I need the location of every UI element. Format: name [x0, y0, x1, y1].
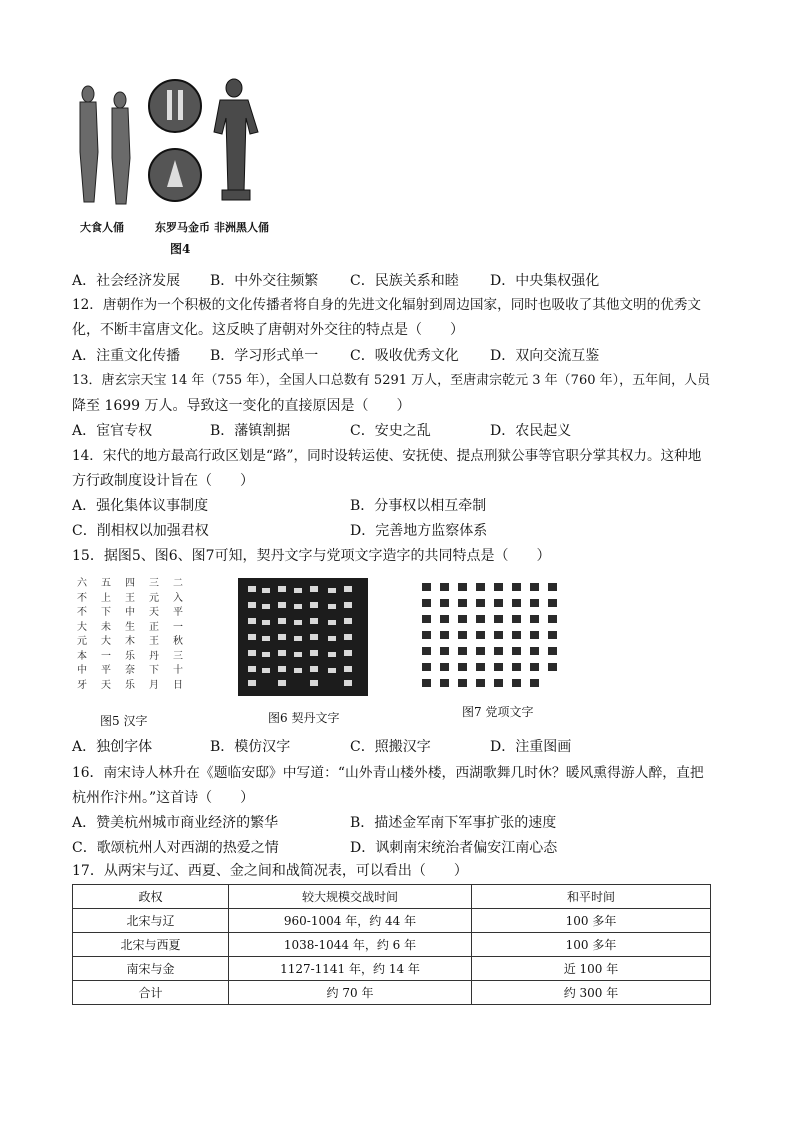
hanzi-char: 生	[125, 621, 135, 633]
tangut-script-image	[416, 577, 564, 695]
table-cell: 约 70 年	[229, 981, 472, 1005]
q16-option-d: D．讽刺南宋统治者偏安江南心态	[350, 840, 558, 856]
hanzi-char: 木	[125, 636, 135, 647]
table-cell: 1038-1044 年，约 6 年	[229, 933, 472, 957]
q15-stem-line1: 15．据图5、图6、图7可知，契丹文字与党项文字造字的共同特点是（ ）	[72, 548, 551, 564]
figure-6-khitan	[238, 578, 368, 696]
q13-stem-line2: 降至 1699 万人。导致这一变化的直接原因是（ ）	[72, 398, 411, 414]
hanzi-char: 一	[101, 650, 111, 662]
hanzi-char: 乐	[125, 679, 135, 691]
q13-option-a: A．宦官专权	[72, 423, 153, 439]
hanzi-char: 不	[77, 607, 87, 618]
q15-option-a: A．独创字体	[72, 739, 153, 755]
q14-option-a: A．强化集体议事制度	[72, 498, 209, 514]
q16-stem-line2: 杭州作汴州。”这首诗（ ）	[72, 790, 255, 806]
hanzi-char: 六	[77, 578, 87, 589]
hanzi-char: 丹	[149, 650, 159, 662]
q15-option-d: D．注重图画	[490, 739, 572, 755]
table-cell: 约 300 年	[472, 981, 711, 1005]
q12-option-b: B．学习形式单一	[210, 348, 319, 364]
q12-stem-line2: 化，不断丰富唐文化。这反映了唐朝对外交往的特点是（ ）	[72, 322, 464, 338]
hanzi-char: 月	[149, 679, 159, 691]
q17-stem-line1: 17．从两宋与辽、西夏、金之间和战简况表，可以看出（ ）	[72, 863, 468, 879]
khitan-script-image	[238, 578, 368, 696]
table-row	[73, 933, 711, 957]
figure-7-caption: 图7 党项文字	[462, 705, 534, 719]
figure-7-tangut	[416, 577, 564, 695]
hanzi-char: 十	[173, 665, 183, 676]
hanzi-char: 大	[101, 636, 111, 647]
hanzi-char: 四	[125, 578, 135, 589]
hanzi-char: 一	[173, 621, 183, 633]
figure-4	[72, 72, 272, 232]
hanzi-char: 中	[77, 665, 87, 676]
figure-6-caption: 图6 契丹文字	[268, 711, 340, 725]
hanzi-char: 乐	[125, 650, 135, 662]
hanzi-char: 下	[101, 607, 111, 618]
hanzi-char: 下	[149, 665, 159, 676]
hanzi-char: 三	[173, 650, 183, 662]
q14-stem-line2: 方行政制度设计旨在（ ）	[72, 473, 254, 489]
hanzi-char: 王	[125, 592, 135, 604]
table-header-cell: 政权	[73, 885, 229, 909]
q12-option-c: C．吸收优秀文化	[350, 348, 459, 364]
q16-option-a: A．赞美杭州城市商业经济的繁华	[72, 815, 279, 831]
table-cell: 北宋与辽	[73, 909, 229, 933]
figure-label-african: 非洲黑人俑	[214, 221, 269, 234]
q12-stem-line1: 12．唐朝作为一个积极的文化传播者将自身的先进文化辐射到周边国家，同时也吸收了其他文明的优秀文	[72, 297, 702, 313]
hanzi-char: 大	[77, 621, 87, 633]
table-cell: 960-1004 年，约 44 年	[229, 909, 472, 933]
table-header-cell: 和平时间	[472, 885, 711, 909]
hanzi-char: 未	[101, 621, 111, 633]
q11-option-b: B．中外交往频繁	[210, 273, 319, 289]
q13-option-c: C．安史之乱	[350, 423, 431, 439]
table-header-cell: 较大规模交战时间	[229, 885, 472, 909]
table-row	[73, 981, 711, 1005]
q14-option-c: C．削相权以加强君权	[72, 523, 209, 539]
q15-option-b: B．模仿汉字	[210, 739, 291, 755]
q13-option-d: D．农民起义	[490, 423, 572, 439]
table-cell: 100 多年	[472, 933, 711, 957]
q13-stem-line1: 13．唐玄宗天宝 14 年（755 年），全国人口总数有 5291 万人，至唐肃宗乾元 3 年（760 年），五年间，人员	[72, 373, 711, 388]
q15-option-c: C．照搬汉字	[350, 739, 431, 755]
hanzi-char: 天	[149, 607, 159, 618]
table-cell: 1127-1141 年，约 14 年	[229, 957, 472, 981]
q12-option-d: D．双向交流互鉴	[490, 348, 600, 364]
hanzi-char: 日	[173, 679, 183, 691]
q13-option-b: B．藩镇割据	[210, 423, 291, 439]
table-cell: 合计	[73, 981, 229, 1005]
hanzi-char: 中	[125, 607, 135, 618]
table-cell: 近 100 年	[472, 957, 711, 981]
hanzi-char: 秋	[173, 636, 183, 647]
q14-stem-line1: 14．宋代的地方最高行政区划是“路”，同时设转运使、安抚使、提点刑狱公事等官职分掌其权力。这种地	[72, 448, 702, 464]
table-header-row	[73, 885, 711, 909]
table-cell: 北宋与西夏	[73, 933, 229, 957]
hanzi-char: 入	[173, 592, 183, 604]
table-cell: 南宋与金	[73, 957, 229, 981]
table-cell: 100 多年	[472, 909, 711, 933]
hanzi-char: 元	[149, 592, 159, 604]
hanzi-char: 五	[101, 578, 111, 589]
q14-option-b: B．分事权以相互牵制	[350, 498, 487, 514]
figurines-illustration	[72, 72, 272, 222]
hanzi-char: 上	[101, 592, 111, 604]
hanzi-char: 不	[77, 592, 87, 604]
hanzi-char: 平	[173, 607, 183, 618]
hanzi-char: 牙	[77, 679, 87, 691]
q11-option-c: C．民族关系和睦	[350, 273, 459, 289]
hanzi-char: 三	[149, 578, 159, 589]
q12-option-a: A．注重文化传播	[72, 348, 181, 364]
q11-option-a: A．社会经济发展	[72, 273, 181, 289]
figure-5-caption: 图5 汉字	[100, 714, 148, 728]
figure-label-coin: 东罗马金币	[155, 221, 210, 234]
q16-stem-line1: 16．南宋诗人林升在《题临安邸》中写道：“山外青山楼外楼，西湖歌舞几时休？暖风熏得游人醉，直把	[72, 765, 704, 781]
figure-label-dashi: 大食人俑	[80, 221, 124, 234]
figure-5-hanzi	[70, 577, 190, 695]
table-row	[73, 957, 711, 981]
hanzi-char: 奈	[125, 665, 135, 676]
hanzi-char: 二	[173, 578, 183, 589]
hanzi-char: 天	[101, 679, 111, 691]
q11-option-d: D．中央集权强化	[490, 273, 600, 289]
q14-option-d: D．完善地方监察体系	[350, 523, 488, 539]
hanzi-char: 元	[77, 636, 87, 647]
hanzi-char: 王	[149, 636, 159, 647]
table-row	[73, 909, 711, 933]
hanzi-char: 正	[149, 621, 159, 633]
hanzi-char: 本	[77, 650, 87, 662]
war-peace-table	[72, 884, 711, 1005]
q16-option-c: C．歌颂杭州人对西湖的热爱之情	[72, 840, 279, 856]
hanzi-char: 平	[101, 665, 111, 676]
q16-option-b: B．描述金军南下军事扩张的速度	[350, 815, 557, 831]
figure-4-caption: 图4	[170, 242, 191, 256]
